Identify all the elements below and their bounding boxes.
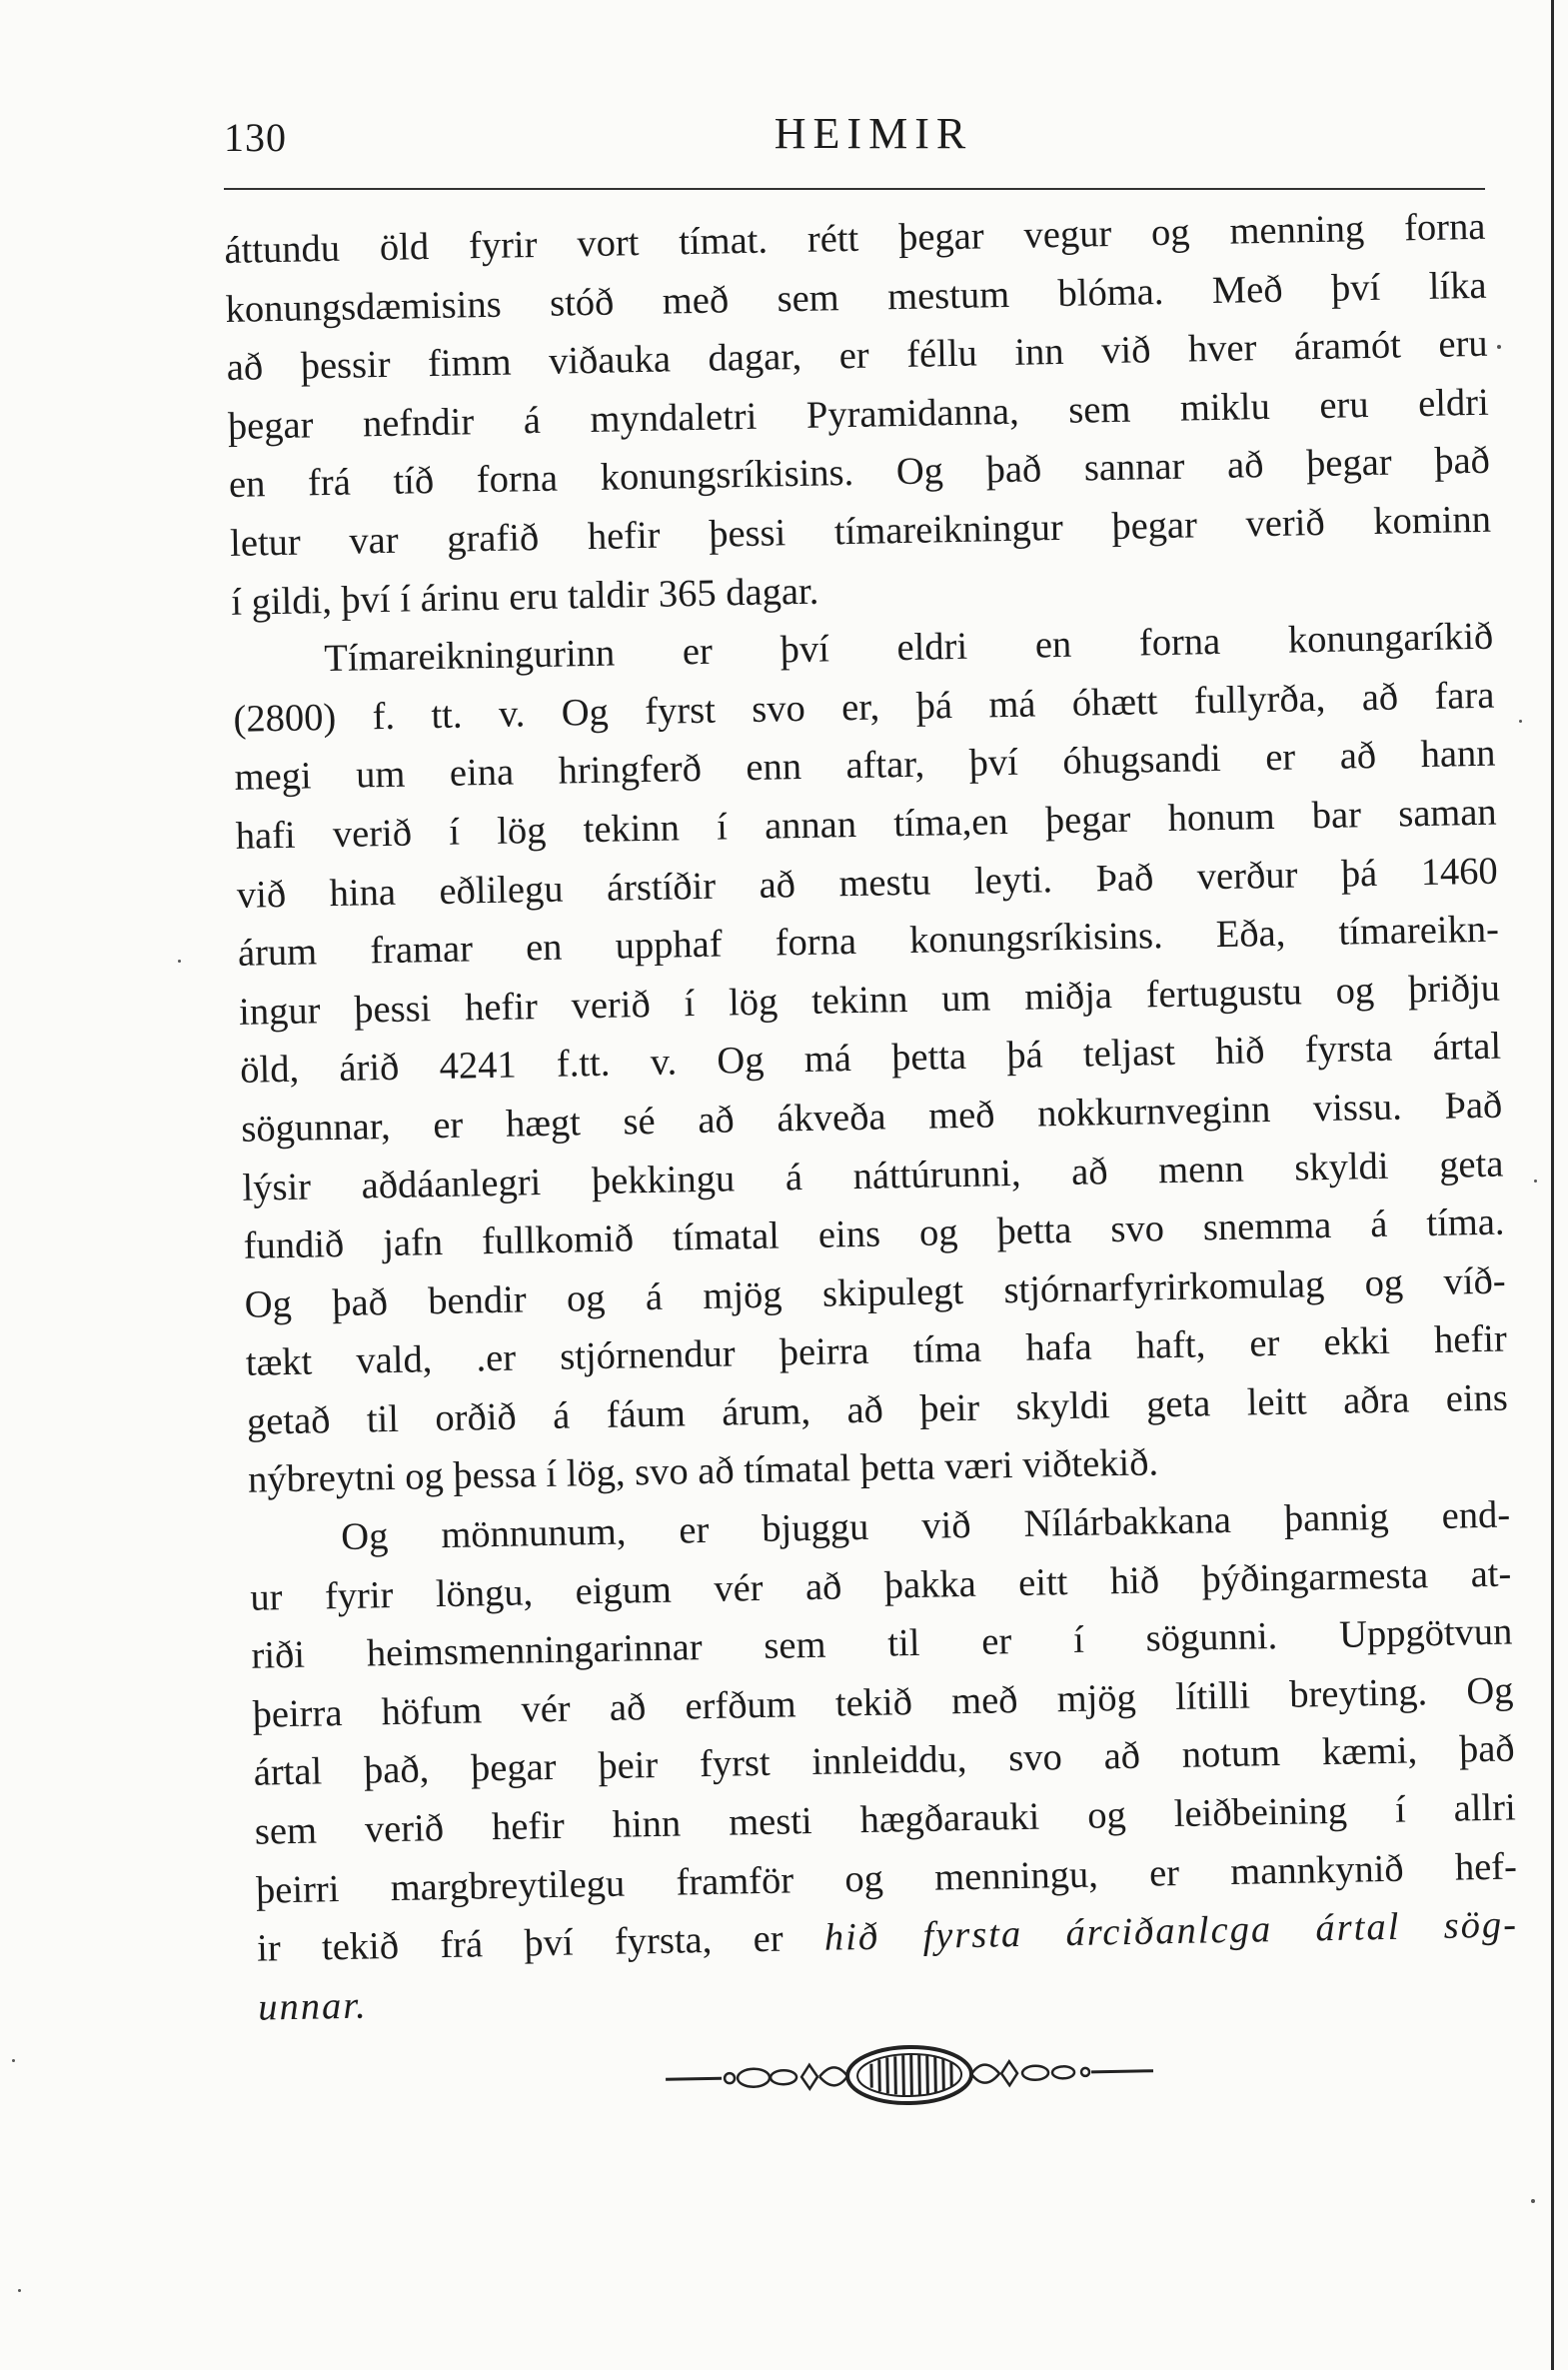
page-speck	[1519, 720, 1522, 723]
text-line: ártal það, þegar þeir fyrst innleiddu, svo að notum kæmi, það	[253, 1727, 1515, 1795]
text-line: sem verið hefir hinn mesti hægðarauki og leiðbeining í allri	[254, 1786, 1517, 1853]
text-line: þeirri margbreytilegu framför og menningu, er mannkynið hef-	[255, 1845, 1518, 1912]
ornament-divider	[659, 2023, 1159, 2122]
text-line: árum framar en upphaf forna konungsríkisins. Eða, tímareikn-	[237, 908, 1500, 975]
page-header	[224, 108, 1483, 168]
text-line: ur fyrir löngu, eigum vér að þakka eitt hið þýðingarmesta at-	[250, 1552, 1512, 1619]
text-line: hafi verið í lög tekinn í annan tíma,en þegar honum bar saman	[235, 791, 1497, 858]
text-line: við hina eðlilegu árstíðir að mestu leyti. Það verður þá 1460	[236, 850, 1499, 917]
page-speck	[1531, 2199, 1535, 2203]
text-line: riði heimsmenningarinnar sem til er í sögunni. Uppgötvun	[251, 1610, 1513, 1677]
text-fragment: ir tekið frá því fyrsta, er	[256, 1917, 784, 1970]
text-line: þeirra höfum vér að erfðum tekið með mjög lítilli breyting. Og	[252, 1669, 1514, 1736]
text-line: Tímareikningurinn er því eldri en forna konungaríkið	[324, 615, 1494, 681]
page-speck	[178, 960, 181, 963]
text-line: Og mönnunum, er bjuggu við Nílárbakkana þannig end-	[340, 1493, 1511, 1559]
text-line: letur var grafið hefir þessi tímareikningur þegar verið kominn	[229, 498, 1492, 565]
body-text	[224, 198, 1520, 2037]
text-line: nýbreytni og þessa í lög, svo að tímatal þetta væri viðtekið.	[247, 1441, 1159, 1502]
page-number: 130	[224, 115, 287, 160]
text-line: þegar nefndir á myndaletri Pyramidanna, sem miklu eru eldri	[227, 381, 1490, 448]
page-speck	[12, 2059, 15, 2062]
text-line: tækt vald, .er stjórnendur þeirra tíma hafa haft, er ekki hefir	[245, 1317, 1508, 1385]
text-line: megi um eina hringferð enn aftar, því óhugsandi er að hann	[234, 733, 1496, 800]
text-line: ingur þessi hefir verið í lög tekinn um miðja fertugustu og þriðju	[238, 967, 1501, 1034]
text-line: (2800) f. tt. v. Og fyrst svo er, þá má óhætt fullyrða, að fara	[233, 674, 1495, 741]
text-line: öld, árið 4241 f.tt. v. Og má þetta þá teljast hið fyrsta ártal	[239, 1025, 1502, 1093]
text-line: fundið jafn fullkomið tímatal eins og þetta svo snemma á tíma.	[243, 1200, 1505, 1267]
text-line: getað til orðið á fáum árum, að þeir skyldi geta leitt aðra eins	[246, 1376, 1509, 1443]
text-line: Og það bendir og á mjög skipulegt stjórnarfyrirkomulag og víð-	[244, 1259, 1506, 1326]
page-speck	[18, 2289, 21, 2292]
page-speck	[1534, 1180, 1537, 1183]
text-line: lýsir aðdáanlegri þekkingu á náttúrunni, að menn skyldi geta	[242, 1143, 1504, 1209]
text-line: unnar.	[257, 1984, 369, 2029]
page-speck	[1497, 345, 1501, 349]
text-line: áttundu öld fyrir vort tímat. rétt þegar vegur og menning forna	[224, 205, 1486, 272]
running-head: HEIMIR	[774, 109, 973, 158]
page-edge	[1551, 0, 1554, 2370]
italic-phrase: hið fyrsta árciðanlcga ártal sög-	[823, 1903, 1519, 1959]
text-line: í gildi, því í árinu eru taldir 365 dagar.	[230, 570, 819, 624]
text-line: en frá tíð forna konungsríkisins. Og það sannar að þegar það	[228, 440, 1491, 507]
text-line: að þessir fimm viðauka dagar, er féllu inn við hver áramót eru	[226, 322, 1488, 390]
header-rule	[224, 188, 1485, 190]
text-line: sögunnar, er hægt sé að ákveða með nokkurnveginn vissu. Það	[241, 1084, 1503, 1151]
text-line: konungsdæmisins stóð með sem mestum blóma. Með því líka	[225, 264, 1487, 331]
